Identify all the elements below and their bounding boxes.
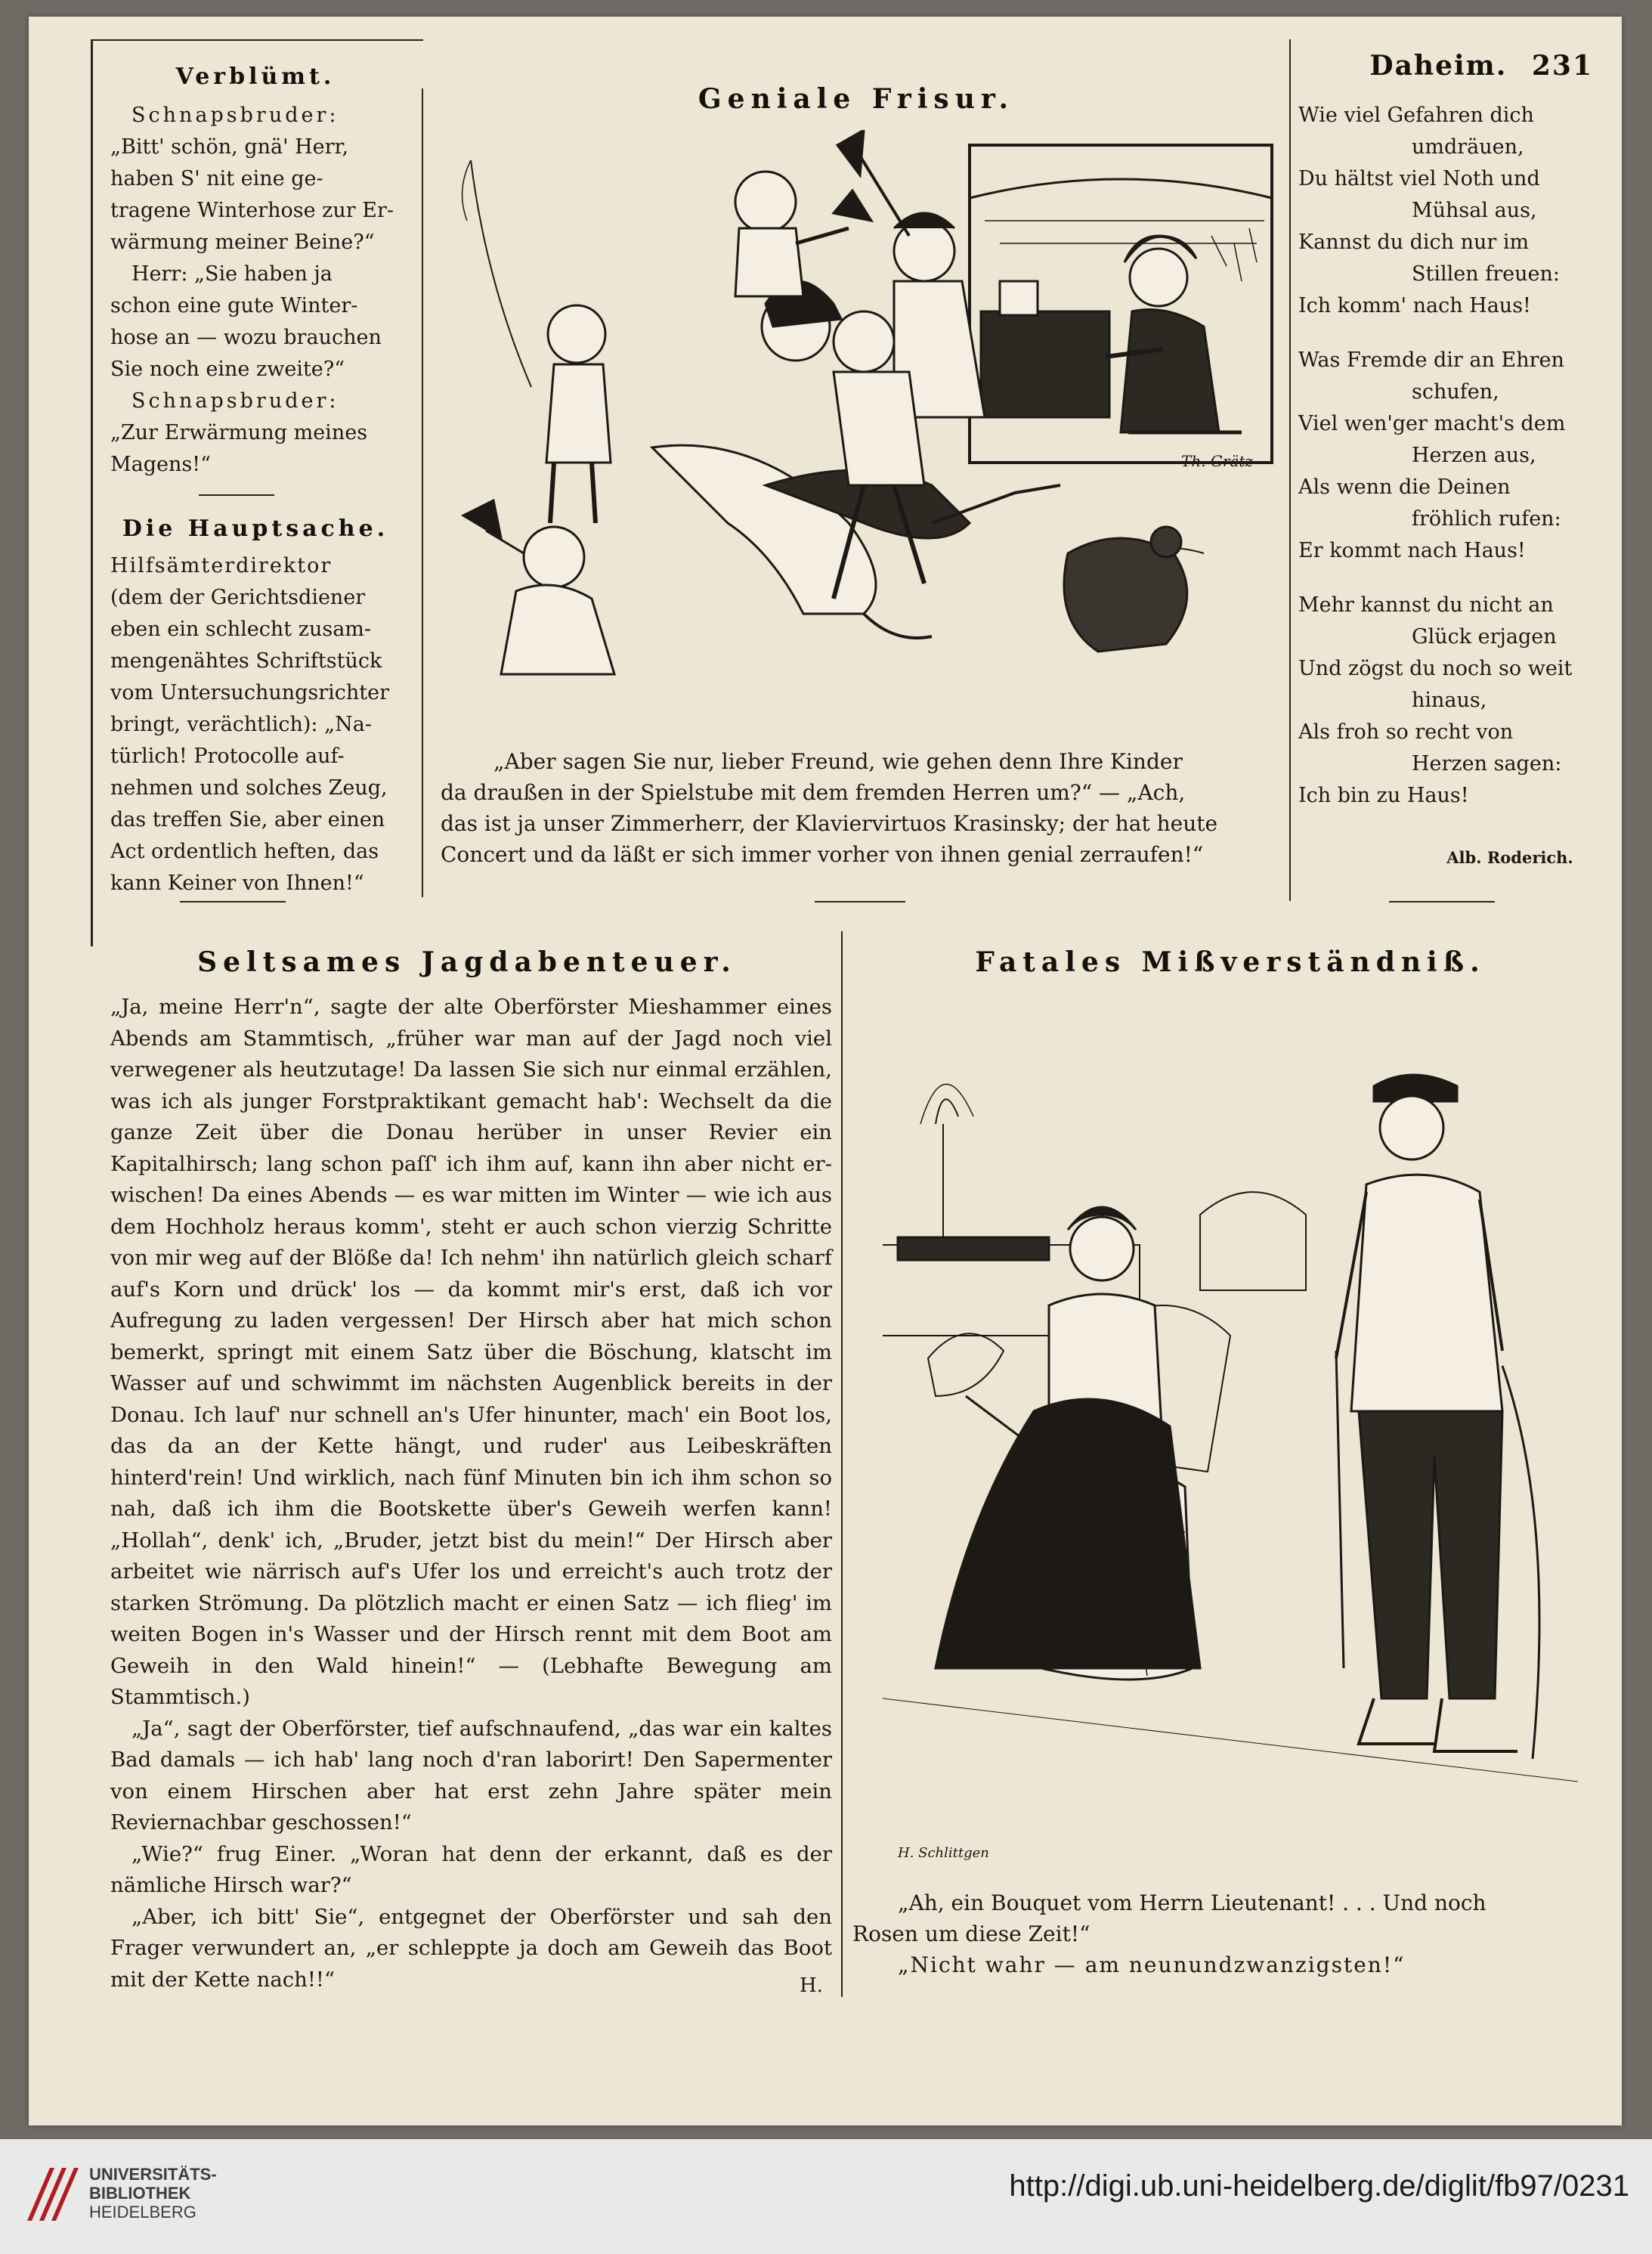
fatales-artist-signature: H. Schlittgen (898, 1845, 989, 1861)
poem-line: Kannst du dich nur im (1298, 231, 1530, 254)
column-rule-right (1289, 39, 1291, 901)
poem-line: Mehr kannst du nicht an (1298, 593, 1554, 617)
poem-line: Er kommt nach Haus! (1298, 539, 1526, 562)
poem-line: hinaus, (1412, 689, 1487, 712)
page-header (1366, 50, 1593, 82)
geniale-artist-signature: Th. Grätz (1181, 452, 1253, 470)
library-logo-icon (20, 2160, 80, 2228)
library-name-line: UNIVERSITÄTS- (89, 2165, 217, 2184)
fatales-caption (852, 1887, 1601, 1980)
verbluemt-line: „Zur Erwärmung meines (110, 421, 368, 444)
column-rule-left (422, 88, 423, 897)
poem-line: Glück erjagen (1412, 625, 1557, 649)
geniale-caption-line: Concert und da läßt er sich immer vorher von ihnen genial zerraufen!“ (441, 842, 1204, 867)
poem-line: Mühsal aus, (1412, 199, 1537, 222)
outer-border-left (91, 39, 93, 946)
lady-and-lieutenant-drawing (852, 988, 1601, 1880)
verbluemt-line: wärmung meiner Beine?“ (110, 231, 375, 254)
poem-author: Alb. Roderich. (1446, 848, 1573, 867)
poem-line: Als froh so recht von (1298, 720, 1514, 744)
hauptsache-title: Die Hauptsache. (122, 516, 389, 542)
short-rule-3 (1389, 901, 1495, 903)
poem-line: Wie viel Gefahren dich (1298, 104, 1534, 127)
geniale-caption-line: da draußen in der Spielstube mit dem fremden Herren um?“ — „Ach, (441, 780, 1186, 805)
poem-line: schufen, (1412, 380, 1499, 404)
hauptsache-line: eben ein schlecht zusam- (110, 618, 372, 641)
poem-line: Ich komm' nach Haus! (1298, 294, 1531, 317)
short-rule-2 (815, 901, 905, 903)
poem-line (1298, 322, 1597, 345)
verbluemt-line: Sie noch eine zweite?“ (110, 358, 345, 381)
fatales-title: Fatales Mißverständniß. (975, 946, 1486, 978)
jagd-paragraph: „Ja“, sagt der Oberförster, tief aufschnaufend, „das war ein kaltes Bad damals — ich hab' lang noch d'ran laborirt! Den Sapermenter von einem Hirschen aber hat erst zehn Jahre später mein Reviernachbar geschossen!“ (110, 1716, 832, 1834)
poem-line: Was Fremde dir an Ehren (1298, 348, 1564, 372)
verbluemt-line: Schnapsbruder: (131, 389, 339, 413)
geniale-illustration (441, 130, 1279, 735)
jagd-paragraph: „Aber, ich bitt' Sie“, entgegnet der Oberförster und sah den Frager verwundert an, „er schleppte ja doch am Geweih das Boot mit der Kette nach!!“ (110, 1904, 832, 1992)
geniale-caption-line: das ist ja unser Zimmerherr, der Klaviervirtuos Krasinsky; der hat heute (441, 811, 1218, 836)
fatales-caption-line: „Ah, ein Bouquet vom Herrn Lieutenant! . . . Und noch (898, 1890, 1486, 1915)
verbluemt-line: Magens!“ (110, 453, 211, 476)
verbluemt-line: tragene Winterhose zur Er- (110, 199, 394, 222)
jagd-signature: H. (800, 1974, 823, 1997)
children-and-pianist-drawing (441, 130, 1279, 735)
jagd-paragraph: „Wie?“ frug Einer. „Woran hat denn der erkannt, daß es der nämliche Hirsch war?“ (110, 1841, 832, 1897)
fatales-illustration (852, 988, 1601, 1880)
poem-line (1298, 567, 1597, 590)
newspaper-page (29, 17, 1622, 2126)
hauptsache-line: bringt, verächtlich): „Na- (110, 713, 372, 736)
poem-line: Viel wen'ger macht's dem (1298, 412, 1566, 435)
verbluemt-line: haben S' nit eine ge- (110, 167, 323, 190)
verbluemt-line: Herr: „Sie haben ja (131, 262, 333, 286)
jagd-title: Seltsames Jagdabenteuer. (197, 946, 737, 978)
hauptsache-line: mengenähtes Schriftstück (110, 649, 382, 673)
source-url-link[interactable]: http://digi.ub.uni-heidelberg.de/diglit/fb97/0231 (1009, 2169, 1629, 2203)
library-name-line: HEIDELBERG (89, 2203, 196, 2221)
hauptsache-line: (dem der Gerichtsdiener (110, 586, 366, 609)
poem-line: umdräuen, (1412, 135, 1524, 159)
library-name-line: BIBLIOTHEK (89, 2184, 191, 2203)
library-footer (0, 2139, 1652, 2254)
jagd-paragraph: „Ja, meine Herr'n“, sagte der alte Oberförster Mieshammer eines Abends am Stammtisch, „früher war man auf der Jagd noch viel verwegener als heutzutage! Da lassen Sie sich nur einmal erzählen, was ich als junger Forstpraktikant gemacht hab': Wechselt da die ganze Zeit über die Donau herüber in unser Revier ein Kapitalhirsch; lang schon paſſ' ich ihm auf, kann ihn aber nicht er-wischen! Da eines Abends — es war mitten im Winter — wie ich aus dem Hochholz heraus komm', steht er auch schon vierzig Schritte von mir weg auf der Blöße da! Ich nehm' ihn natürlich gleich scharf auf's Korn und drück' los — da kommt mir's erst, daß ich vor Aufregung zu laden vergessen! Der Hirsch aber hat mich schon bemerkt, springt mit einem Satz über die Böschung, klatscht im Wasser auf und schwimmt im nächsten Augenblick bereits in der Donau. Ich lauf' nur schnell an's Ufer hinunter, mach' ein Boot los, das da an der Kette hängt, und ruder' aus Leibeskräften hinterd'rein! Und wirklich, nach fünf Minuten bin ich ihm schon so nah, daß ich ihm die Bootskette über's Geweih werfen kann! „Hollah“, denk' ich, „Bruder, jetzt bist du mein!“ Der Hirsch aber arbeitet wie närrisch auf's Ufer los und erreicht's auch trotz der starken Strömung. Da plötzlich macht er einen Satz — ich flieg' im weiten Bogen in's Wasser und der Hirsch rennt mit dem Boot am Geweih in den Wald hinein!“ — (Lebhafte Bewegung am Stammtisch.) (110, 995, 832, 1709)
verbluemt-text (110, 100, 413, 481)
fatales-caption-line: Rosen um diese Zeit!“ (852, 1921, 1091, 1946)
geniale-caption-line: „Aber sagen Sie nur, lieber Freund, wie gehen denn Ihre Kinder (493, 749, 1183, 774)
hauptsache-line: nehmen und solches Zeug, (110, 776, 388, 800)
short-rule-1 (180, 901, 286, 903)
poem (1298, 100, 1597, 812)
poem-line: fröhlich rufen: (1412, 507, 1561, 531)
verbluemt-line: „Bitt' schön, gnä' Herr, (110, 135, 349, 159)
library-name (89, 2165, 217, 2221)
hauptsache-text (110, 550, 413, 899)
poem-line: Du hältst viel Noth und (1298, 167, 1540, 190)
fatales-caption-line: „Nicht wahr — am neunundzwanzigsten!“ (898, 1952, 1406, 1977)
verbluemt-line: hose an — wozu brauchen (110, 326, 382, 349)
top-border-left (91, 39, 423, 41)
column-rule-bottom (841, 931, 843, 1997)
poem-line: Stillen freuen: (1412, 262, 1560, 286)
page-number: 231 (1531, 50, 1593, 82)
geniale-caption (441, 746, 1279, 870)
geniale-title: Geniale Frisur. (698, 83, 1015, 115)
hauptsache-line: türlich! Protocolle auf- (110, 745, 345, 768)
verbluemt-line: schon eine gute Winter- (110, 294, 358, 317)
hauptsache-line: kann Keiner von Ihnen!“ (110, 872, 364, 895)
section-rule (199, 494, 274, 496)
hauptsache-line: Act ordentlich heften, das (110, 840, 379, 863)
hauptsache-line: vom Untersuchungsrichter (110, 681, 390, 704)
hauptsache-line: Hilfsämterdirektor (110, 554, 333, 577)
poem-line: Herzen aus, (1412, 444, 1536, 467)
hauptsache-line: das treffen Sie, aber einen (110, 808, 385, 831)
poem-line: Und zögst du noch so weit (1298, 657, 1573, 680)
verbluemt-line: Schnapsbruder: (131, 104, 339, 127)
running-title: Daheim. (1369, 50, 1508, 82)
jagd-text (110, 992, 832, 1995)
poem-line: Als wenn die Deinen (1298, 475, 1511, 499)
verbluemt-title: Verblümt. (175, 63, 336, 90)
poem-line: Herzen sagen: (1412, 752, 1562, 776)
poem-line: Ich bin zu Haus! (1298, 784, 1469, 807)
